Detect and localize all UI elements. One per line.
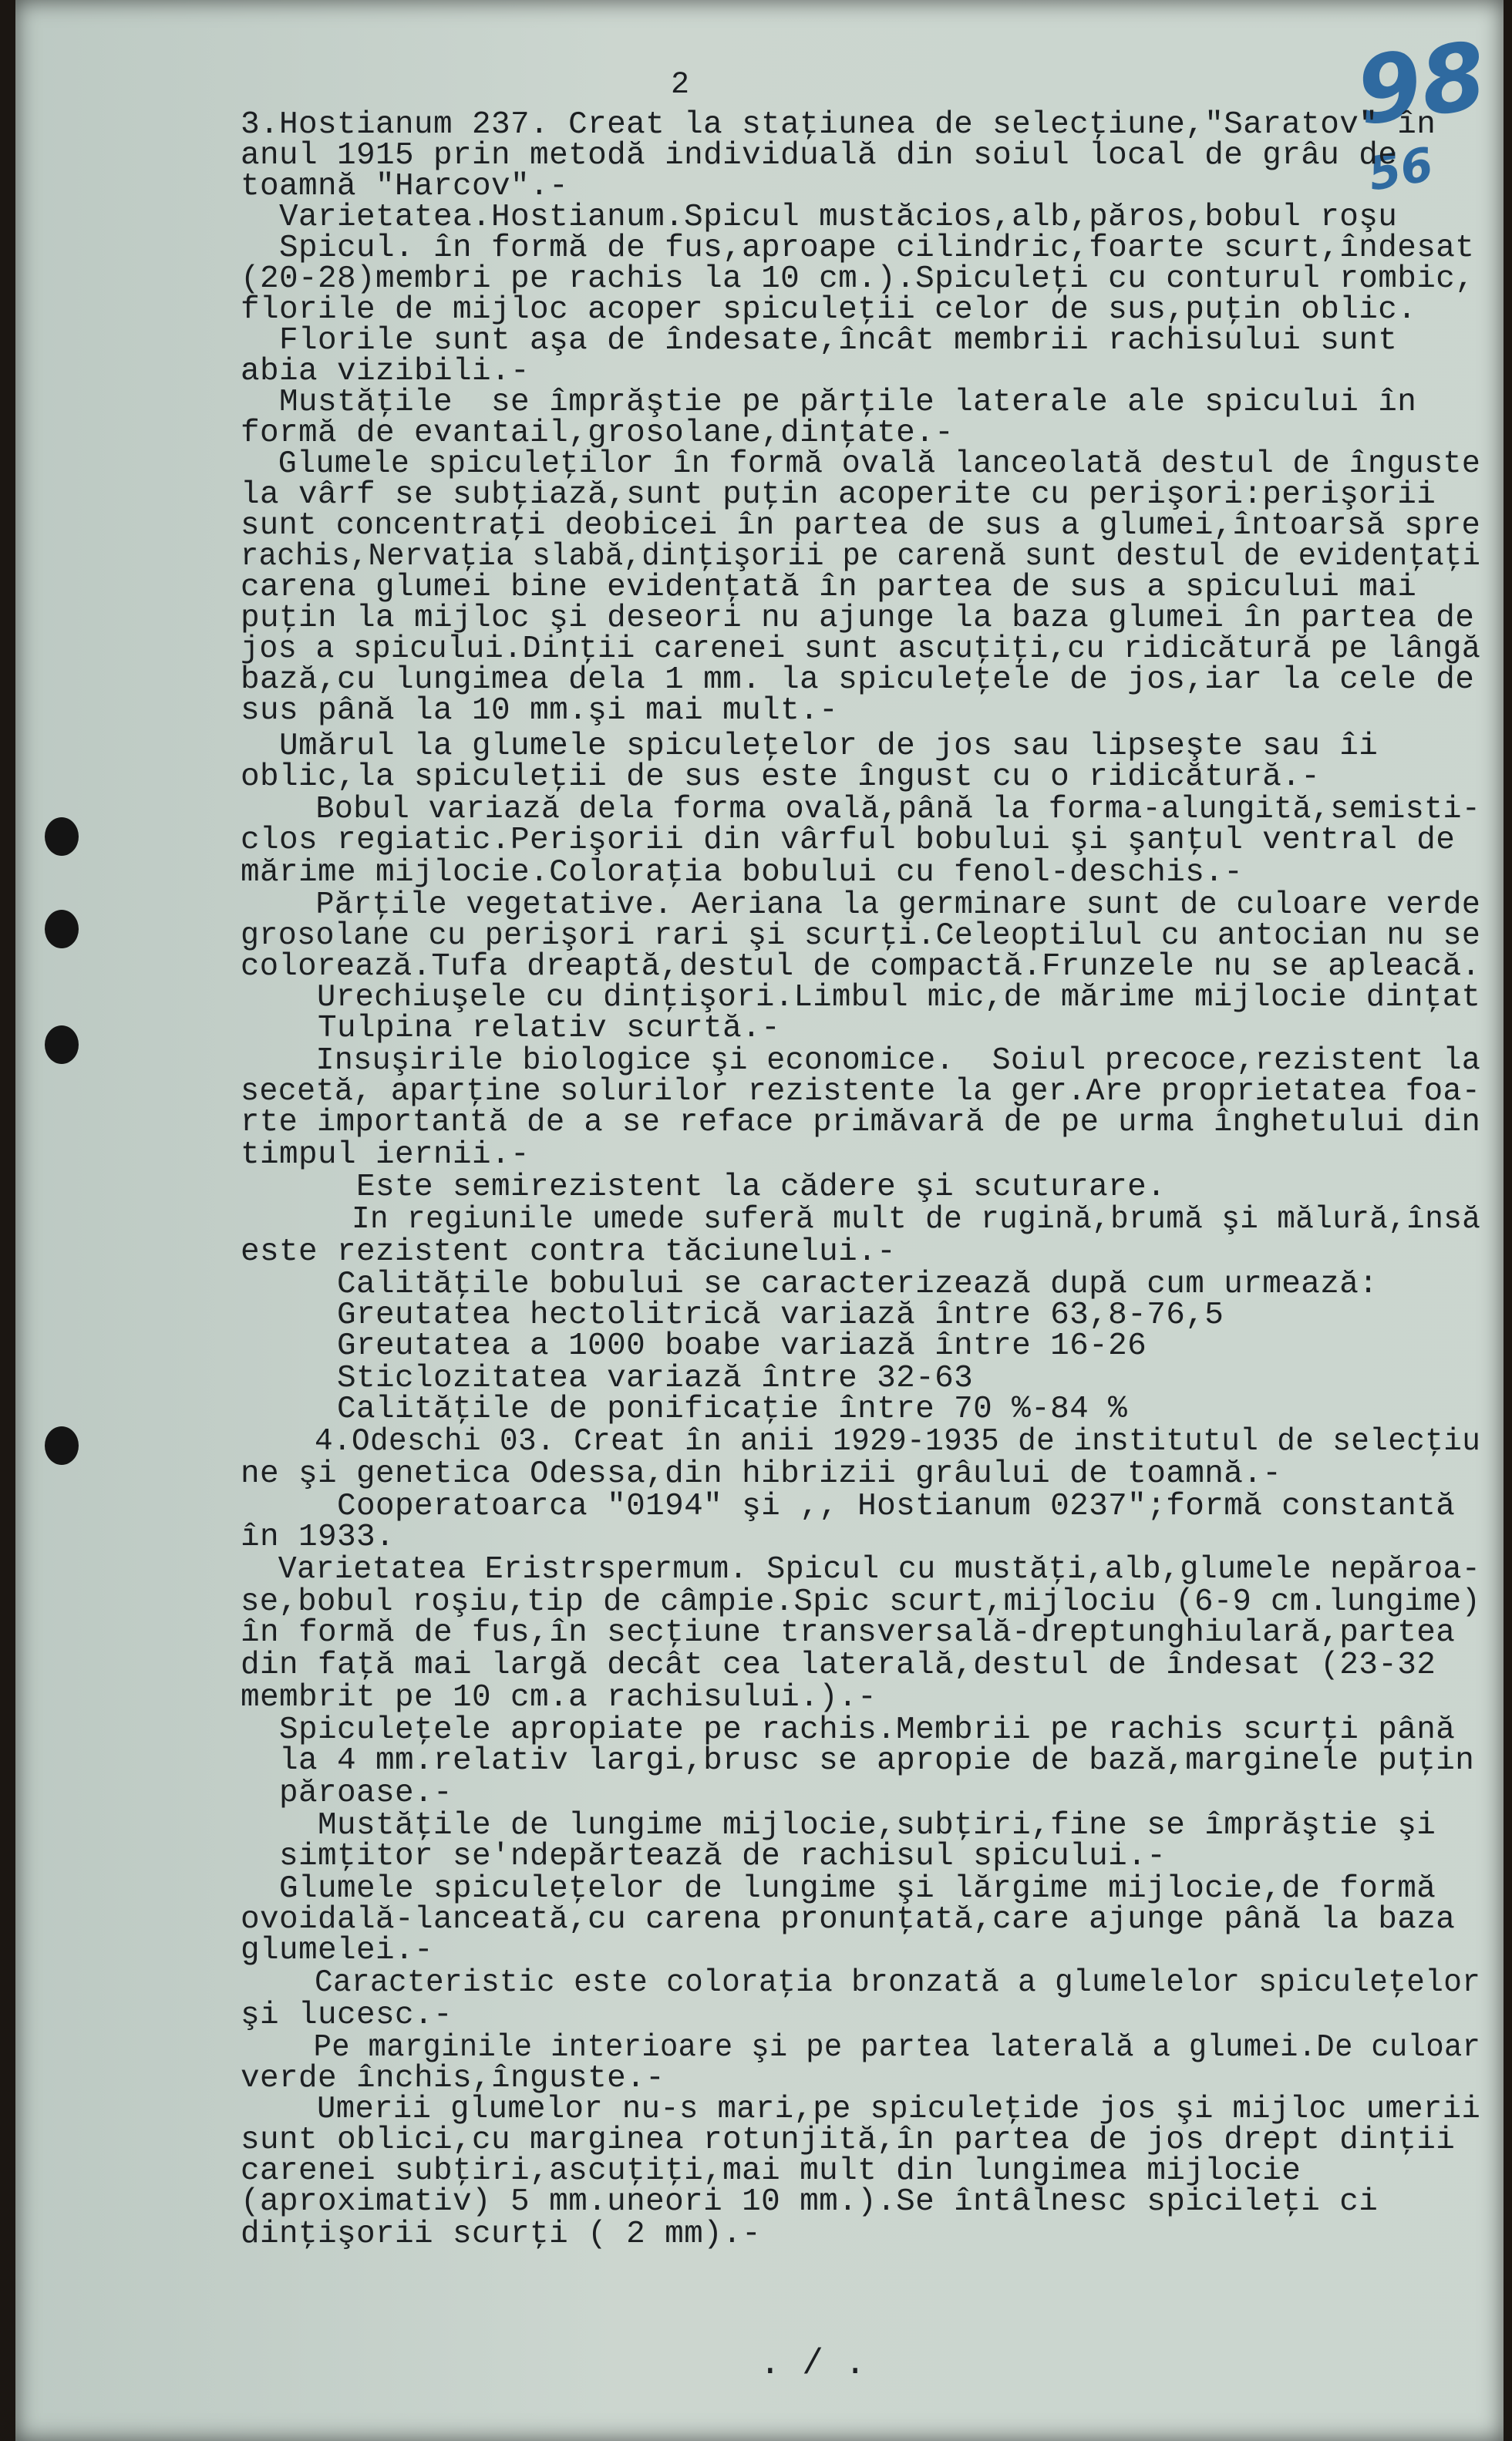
text-line: carenei subţiri,ascuţiţi,mai mult din lungimea mijlocie [241, 2153, 1302, 2189]
text-line: Glumele spiculeţilor în formă ovală lanceolată destul de înguste [241, 446, 1481, 482]
text-line: Urechiuşele cu dinţişori.Limbul mic,de mărime mijlocie dinţat [241, 980, 1481, 1015]
punch-hole [45, 1025, 79, 1064]
text-line: glumelei.- [241, 1933, 434, 1968]
text-line: Spiculeţele apropiate pe rachis.Membrii pe rachis scurţi până [241, 1712, 1456, 1748]
text-line: Spicul. în formă de fus,aproape cilindric,foarte scurt,îndesat [241, 231, 1475, 266]
text-line: Sticlozitatea variază între 32-63 [241, 1361, 974, 1396]
text-line: la 4 mm.relativ largi,brusc se apropie de bază,marginele puţin [241, 1743, 1475, 1779]
text-line: Bobul variază dela forma ovală,până la forma-alungită,semisti- [241, 792, 1481, 827]
text-line: Tulpina relativ scurtă.- [241, 1011, 781, 1046]
text-line: verde închis,înguste.- [241, 2061, 665, 2096]
text-line: Părţile vegetative. Aeriana la germinare sunt de culoare verde [241, 887, 1481, 923]
text-line: simţitor se'ndepărtează de rachisul spicului.- [241, 1839, 1167, 1874]
text-line: abia vizibili.- [241, 354, 530, 389]
text-line: Mustăţile de lungime mijlocie,subţiri,fine se împrăştie şi [241, 1808, 1436, 1843]
text-line: ovoidală-lanceată,cu carena pronunţată,care ajunge până la baza [241, 1902, 1456, 1938]
text-line: Florile sunt aşa de îndesate,încât membrii rachisului sunt [241, 323, 1398, 359]
text-line: puţin la mijloc şi deseori nu ajunge la baza glumei în partea de [241, 601, 1475, 636]
text-line: toamnă "Harcov".- [241, 169, 569, 204]
text-line: din faţă mai largă decât cea laterală,destul de îndesat (23-32 [241, 1648, 1436, 1683]
text-line: oblic,la spiculeţii de sus este îngust cu o ridicătură.- [241, 759, 1321, 795]
text-line: ne şi genetica Odessa,din hibrizii grâului de toamnă.- [241, 1456, 1282, 1492]
text-line: carena glumei bine evidenţată în partea de sus a spicului mai [241, 570, 1417, 605]
text-line: secetă, aparţine solurilor rezistente la ger.Are proprietatea foa- [241, 1074, 1481, 1109]
text-line: rte importantă de a se reface primăvară de pe urma înghetului din [241, 1105, 1481, 1140]
text-line: mărime mijlocie.Coloraţia bobului cu fenol-deschis.- [241, 855, 1244, 891]
text-line: clos regiatic.Perişorii din vârful bobului şi şanţul ventral de [241, 823, 1456, 858]
punch-hole [45, 910, 79, 948]
text-line: formă de evantail,grosolane,dinţate.- [241, 416, 955, 451]
text-line: Varietatea.Hostianum.Spicul mustăcios,alb,păros,bobul roşu [241, 200, 1398, 235]
text-line: 3.Hostianum 237. Creat la staţiunea de selecţiune,"Saratov" în [241, 107, 1436, 143]
text-line: este rezistent contra tăciunelui.- [241, 1234, 897, 1270]
text-line: grosolane cu perişori rari şi scurţi.Celeoptilul cu antocian nu se [241, 918, 1481, 954]
text-line: florile de mijloc acoper spiculeţii celor de sus,puţin oblic. [241, 292, 1417, 328]
text-line: timpul iernii.- [241, 1137, 530, 1173]
text-line: în formă de fus,în secţiune transversală-dreptunghiulară,partea [241, 1615, 1456, 1651]
text-line: şi lucesc.- [241, 1998, 453, 2033]
text-line: Umerii glumelor nu-s mari,pe spiculeţide jos şi mijloc umerii [241, 2092, 1481, 2127]
text-line: sunt concentraţi deobicei în partea de sus a glumei,întoarsă spre [241, 508, 1481, 544]
punch-hole [45, 1426, 79, 1465]
text-line: Calităţile de ponificaţie între 70 %-84 % [241, 1392, 1128, 1427]
text-line: Caracteristic este coloraţia bronzată a glumelelor spiculeţelor [241, 1965, 1481, 2001]
text-line: membrit pe 10 cm.a rachisului.).- [241, 1680, 877, 1715]
text-line: anul 1915 prin metodă individuală din soiul local de grâu de [241, 138, 1398, 173]
text-line: Pe marginile interioare şi pe partea laterală a glumei.De culoar [241, 2030, 1481, 2066]
text-line: Este semirezistent la cădere şi scuturare. [241, 1170, 1167, 1205]
text-line: se,bobul roşiu,tip de câmpie.Spic scurt,mijlociu (6-9 cm.lungime) [241, 1584, 1481, 1620]
text-line: 4.Odeschi 03. Creat în anii 1929-1935 de institutul de selecţiu [241, 1424, 1481, 1460]
text-line: sus până la 10 mm.şi mai mult.- [241, 693, 839, 729]
text-line: Umărul la glumele spiculeţelor de jos sau lipseşte sau îi [241, 729, 1379, 764]
text-line: în 1933. [241, 1520, 396, 1555]
text-line: Mustăţile se împrăştie pe părţile laterale ale spicului în [241, 385, 1417, 420]
text-line: jos a spicului.Dinţii carenei sunt ascuţiţi,cu ridicătură pe lângă [241, 631, 1481, 667]
text-line: rachis,Nervaţia slabă,dinţişorii pe carenă sunt destul de evidenţaţi [241, 539, 1481, 574]
text-line: Calităţile bobului se caracterizează după cum urmează: [241, 1267, 1379, 1302]
text-line: Greutatea a 1000 boabe variază între 16-26 [241, 1328, 1147, 1364]
handwritten-sub-mark: 56 [1364, 137, 1437, 202]
continuation-mark: . / . [759, 2344, 867, 2384]
page-number: 2 [671, 68, 690, 103]
text-line: Varietatea Eristrspermum. Spicul cu mustăţi,alb,glumele nepăroa- [241, 1552, 1481, 1587]
handwritten-page-mark: 98 [1350, 22, 1493, 146]
text-line: Greutatea hectolitrică variază între 63,8-76,5 [241, 1298, 1224, 1333]
text-line: Glumele spiculeţelor de lungime şi lărgime mijlocie,de formă [241, 1871, 1436, 1907]
text-line: sunt oblici,cu marginea rotunjită,în partea de jos drept dinţii [241, 2123, 1456, 2158]
text-line: bază,cu lungimea dela 1 mm. la spiculeţele de jos,iar la cele de [241, 662, 1475, 698]
text-line: (aproximativ) 5 mm.uneori 10 mm.).Se întâlnesc spicileţi ci [241, 2184, 1379, 2220]
text-line: dinţişorii scurţi ( 2 mm).- [241, 2217, 762, 2252]
punch-hole [45, 817, 79, 856]
document-page [15, 0, 1504, 2441]
text-line: In regiunile umede suferă mult de rugină,brumă şi mălură,însă [241, 1202, 1481, 1237]
text-line: Insuşirile biologice şi economice. Soiul precoce,rezistent la [241, 1043, 1481, 1079]
text-line: Cooperatoarca "0194" şi ,, Hostianum 0237";formă constantă [241, 1489, 1456, 1524]
text-line: păroase.- [241, 1776, 453, 1811]
text-line: colorează.Tufa dreaptă,destul de compactă.Frunzele nu se apleacă. [241, 949, 1481, 985]
text-line: (20-28)membri pe rachis la 10 cm.).Spiculeţi cu conturul rombic, [241, 261, 1475, 297]
text-line: la vârf se subţiază,sunt puţin acoperite cu perişori:perişorii [241, 477, 1436, 513]
